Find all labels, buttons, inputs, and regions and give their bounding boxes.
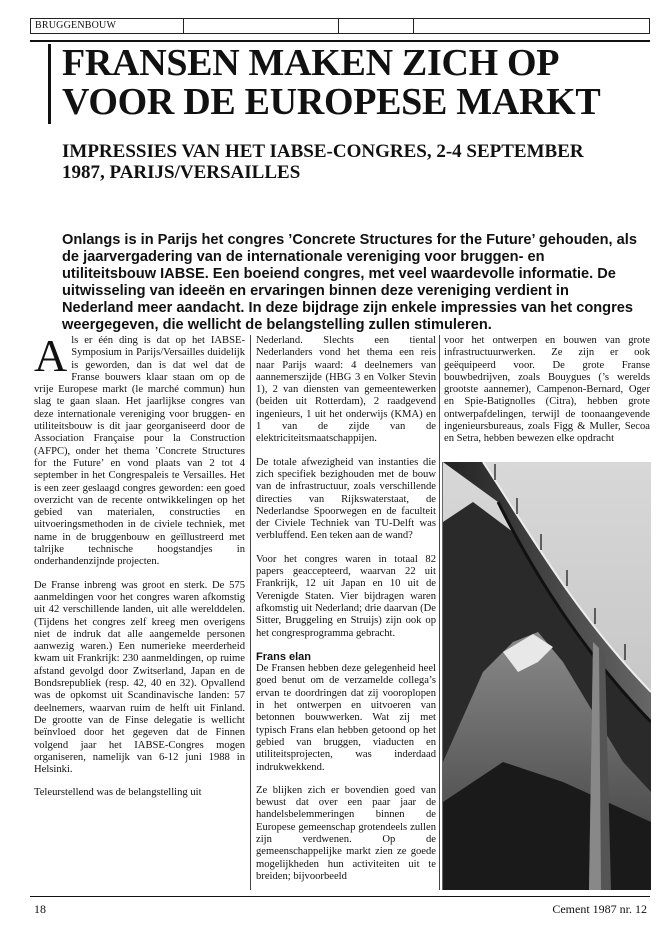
paragraph: voor het ontwerpen en bouwen van grote infrastructuurwerken. Ze zijn er ook geëquipeerd voor. De grote Franse bouwbedrijven, zoals Bouygues (’s werelds grootste aannemer), Campenon-Bernard, Oger en Spie-Batignolles (Citra), hebben grote ontwerpafdelingen, terwijl de toonaangevende ingenieursbureaus, zoals Figg & Muller, Secoa en Setra, hebben bewezen elke opdracht [444, 335, 650, 445]
header-cell [339, 19, 414, 33]
drop-cap: A [34, 330, 68, 381]
column-divider [439, 335, 440, 890]
section-header-box [30, 18, 650, 34]
article-intro: Onlangs is in Parijs het congres ’Concrete Structures for the Future’ gehouden, als de jaarvergadering van de internationale vereniging voor bruggen- en utiliteitsbouw IABSE. Een boeiend congres, met veel waardevolle informatie. De uitwisseling van ideeën en ervaringen binnen deze vereniging verdient in Nederland meer aandacht. In deze bijdrage zijn enkele impressies van het congres weergegeven, die wellicht de belangstelling zullen stimuleren. [62, 232, 637, 333]
paragraph: De totale afwezigheid van instanties die zich specifiek bezighouden met de bouw van de infrastructuur, zoals verschillende directies van Rijkswaterstaat, de Nederlandse Spoorwegen en de faculteit der Civiele Techniek van TU-Delft was verbluffend. Een teken aan de wand? [256, 456, 436, 542]
text-column-3 [444, 335, 650, 457]
paragraph: De Fransen hebben deze gelegenheid heel goed benut om de verzamelde collega’s ervan te doordringen dat zij vooroplopen in het ontwerpen en uitvoeren van betonnen bouwwerken. Wat zij met typisch Frans elan hebben getoond op het gebied van bruggen, viaducten en utiliteitsprojecten, was inderdaad indrukwekkend. [256, 663, 436, 773]
header-cell [414, 19, 649, 33]
text-column-2 [256, 335, 436, 883]
article-title: FRANSEN MAKEN ZICH OP VOOR DE EUROPESE MARKT [62, 42, 601, 123]
article-subtitle: IMPRESSIES VAN HET IABSE-CONGRES, 2-4 SEPTEMBER 1987, PARIJS/VERSAILLES [62, 141, 584, 183]
paragraph: Ze blijken zich er bovendien goed van bewust dat over een paar jaar de handelsbelemmeringen binnen de Europese gemeenschap grotendeels zullen zijn verdwenen. Op de gemeenschappelijke markt zien ze goede mogelijkheden hun activiteiten uit te breiden; bijvoorbeeld [256, 784, 436, 882]
column-divider [250, 335, 251, 890]
paragraph: Voor het congres waren in totaal 82 papers geaccepteerd, waarvan 22 uit Frankrijk, 12 uit Japan en 10 uit de Verenigde Staten. Vier bijdragen waren afkomstig uit Nederland; drie daarvan (De Sitter, Bruggeling en Struijs) zijn ook op het congresprogramma gebracht. [256, 553, 436, 639]
text-column-1 [34, 330, 245, 811]
paragraph: ls er één ding is dat op het IABSE-Symposium in Parijs/Versailles duidelijk is geworden, dan is dat wel dat de Franse bouwers klaar staan om op de vrije Europese markt (le marché commun) hun slag te gaan slaan. Het jaarlijkse congres van deze internationale vereniging voor bruggen- en utiliteitsbouw is dit jaar georganiseerd door de Association Française pour la Construction (AFPC), onder het thema ’Concrete Structures for the Future’ en vond plaats van 2 tot 4 september in het Congrespaleis te Versailles. Het is een zeer geslaagd congres geworden: een goed overzicht van de recente ontwikkelingen op het gebied van materialen, constructies en uitvoeringsmethoden in de civiele techniek, met name in de bruggenbouw en geïllustreerd met talrijke technische hoogstandjes in onderhandenzijnde projecten. [34, 335, 245, 568]
section-label: BRUGGENBOUW [31, 19, 184, 33]
section-heading: Frans elan [256, 650, 312, 663]
page-number: 18 [34, 902, 46, 916]
paragraph: De Franse inbreng was groot en sterk. De 575 aanmeldingen voor het congres waren afkomstig uit 42 verschillende landen, uit alle werelddelen. (Tijdens het congres zelf kreeg men overigens niet de indruk dat alle aangemelde personen aanwezig waren.) Een numerieke meerderheid kwam uit Frankrijk: 230 aanmeldingen, op ruime afstand gevolgd door Zwitserland, Japan en de Bondsrepubliek (resp. 42, 40 en 32). Opvallend was de opkomst uit Scandinavische landen: 57 deelnemers, waarvan ruim de helft uit Finland. De grootte van de Finse delegatie is wellicht beïnvloed door het gegeven dat de Finnen volgend jaar het IABSE-Congres mogen organiseren, namelijk van 6-12 juni 1988 in Helsinki. [34, 579, 245, 776]
footer-rule [30, 896, 650, 897]
journal-issue: Cement 1987 nr. 12 [552, 902, 647, 916]
header-cell [184, 19, 339, 33]
paragraph: Teleurstellend was de belangstelling uit [34, 787, 202, 799]
bridge-photo [442, 462, 651, 890]
paragraph: Nederland. Slechts een tiental Nederlanders vond het thema een reis naar Parijs waard: 4 deelnemers van aannemerszijde (HBG 3 en Volker Stevin 1), 2 van diensten van gemeentewerken (beiden uit Rotterdam), 2 raadgevend ingenieurs, 1 uit het onderwijs (KMA) en 1 van de zijde van de elektriciteitsmaatschappijen. [256, 335, 436, 445]
title-accent-bar [48, 44, 51, 124]
